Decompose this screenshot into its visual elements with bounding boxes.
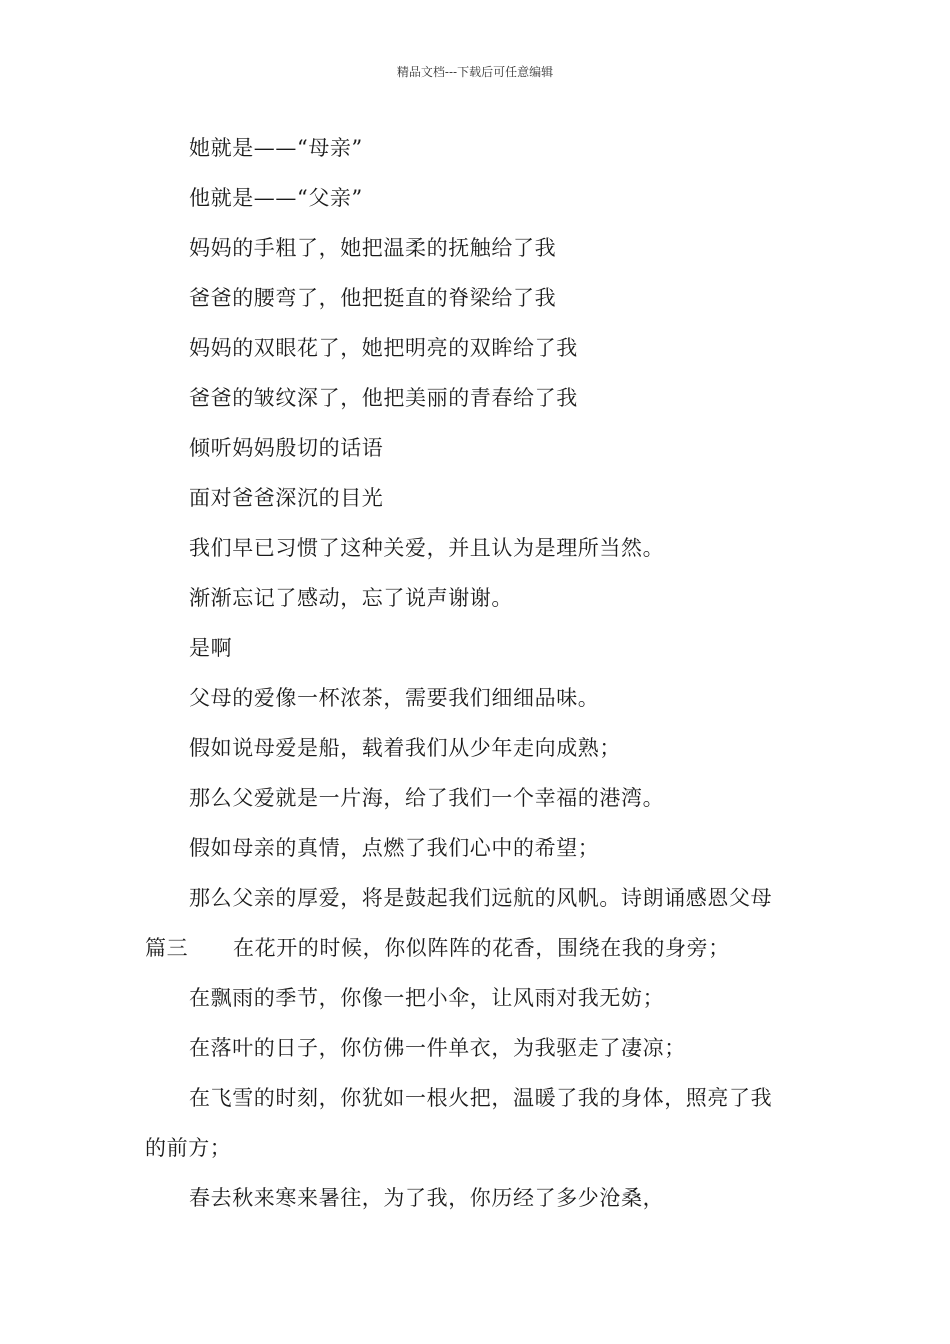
text-line: 妈妈的手粗了，她把温柔的抚触给了我 xyxy=(189,236,557,260)
text-line: 倾听妈妈殷切的话语 xyxy=(189,436,384,460)
text-line: 在飞雪的时刻，你犹如一根火把，温暖了我的身体，照亮了我 xyxy=(189,1086,773,1110)
section-label: 篇三 xyxy=(145,936,189,960)
text-line: 他就是——“父亲” xyxy=(189,186,363,210)
text-line: 渐渐忘记了感动，忘了说声谢谢。 xyxy=(189,586,513,610)
page-header: 精品文档---下载后可任意编辑 xyxy=(396,65,554,79)
text-line: 假如母亲的真情，点燃了我们心中的希望； xyxy=(189,836,600,860)
text-line: 在花开的时候，你似阵阵的花香，围绕在我的身旁； xyxy=(233,936,730,960)
text-line: 面对爸爸深沉的目光 xyxy=(189,486,384,510)
text-line: 她就是——“母亲” xyxy=(189,136,363,160)
text-line: 那么父亲的厚爱，将是鼓起我们远航的风帆。诗朗诵感恩父母 xyxy=(189,886,773,910)
text-line-continuation: 的前方； xyxy=(145,1136,232,1160)
text-line: 在落叶的日子，你仿佛一件单衣，为我驱走了凄凉； xyxy=(189,1036,686,1060)
text-line: 我们早已习惯了这种关爱，并且认为是理所当然。 xyxy=(189,536,665,560)
text-line: 妈妈的双眼花了，她把明亮的双眸给了我 xyxy=(189,336,578,360)
text-line: 在飘雨的季节，你像一把小伞，让风雨对我无妨； xyxy=(189,986,665,1010)
text-line: 那么父爱就是一片海，给了我们一个幸福的港湾。 xyxy=(189,786,665,810)
text-line: 爸爸的皱纹深了，他把美丽的青春给了我 xyxy=(189,386,578,410)
text-line: 假如说母爱是船，载着我们从少年走向成熟； xyxy=(189,736,621,760)
text-line: 父母的爱像一杯浓茶，需要我们细细品味。 xyxy=(189,686,600,710)
text-line: 春去秋来寒来暑往，为了我，你历经了多少沧桑， xyxy=(189,1186,665,1210)
text-line: 爸爸的腰弯了，他把挺直的脊梁给了我 xyxy=(189,286,557,310)
section-first-line xyxy=(145,928,825,968)
text-line: 是啊 xyxy=(189,636,233,660)
